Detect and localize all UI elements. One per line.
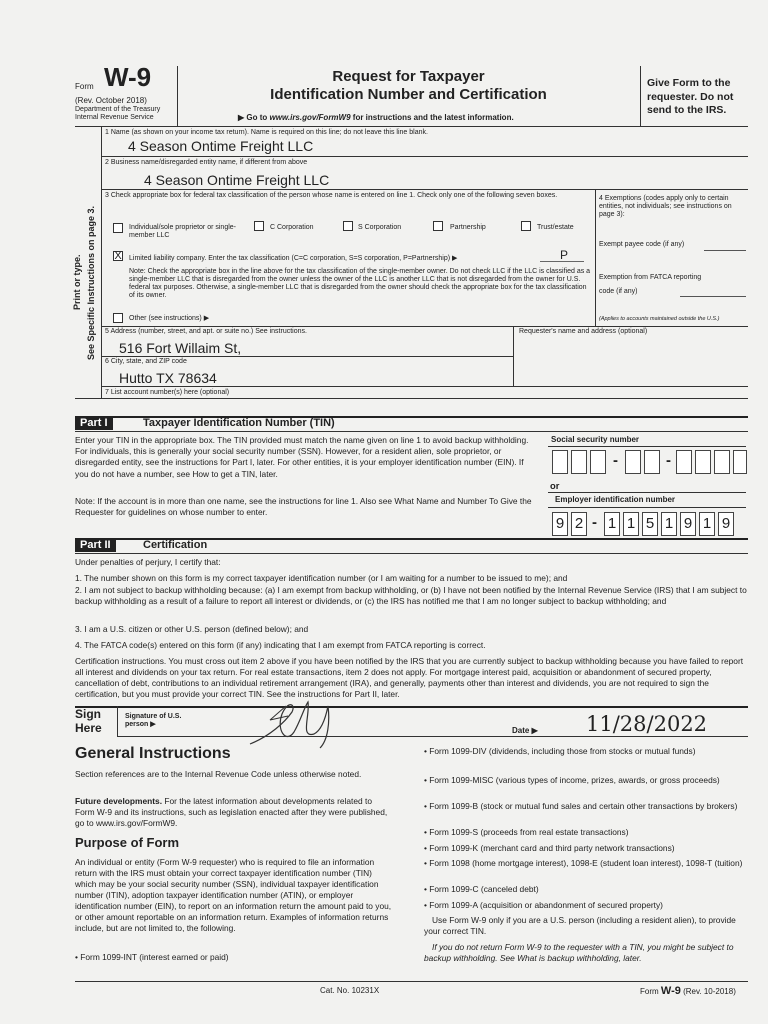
c-corp-checkbox[interactable] (254, 221, 264, 231)
irs-label: Internal Revenue Service (75, 114, 154, 121)
ssn-label: Social security number (551, 435, 640, 444)
s-corp-label: S Corporation (358, 224, 402, 231)
signature-label: Signature of U.S. person ▶ (125, 713, 182, 728)
exemptions-title: 4 Exemptions (codes apply only to certain entities, not individuals; see instructions on page 3): (599, 195, 732, 218)
ssn-digit-1[interactable] (552, 450, 568, 474)
cert-item-3: 3. I am a U.S. citizen or other U.S. person (defined below); and (75, 624, 309, 634)
footer-form-number: W-9 (660, 985, 681, 997)
ein-digit-3[interactable]: 1 (604, 512, 620, 536)
right-bullet-7: • Form 1099-C (canceled debt) (424, 884, 539, 894)
date-field[interactable]: 11/28/2022 (586, 712, 708, 736)
cert-intro: Under penalties of perjury, I certify that: (75, 557, 221, 567)
part2-title: Certification (143, 539, 208, 551)
partnership-label: Partnership (450, 224, 486, 231)
ein-label: Employer identification number (555, 495, 676, 504)
general-instructions-title: General Instructions (75, 745, 231, 762)
line3-label: 3 Check appropriate box for federal tax classification of the person whose name is entered on line 1. Check only one of the following seven boxes. (105, 192, 558, 199)
ein-digit-2[interactable]: 2 (571, 512, 587, 536)
cert-item-1: 1. The number shown on this form is my correct taxpayer identification number (or I am waiting for a number to be issued to me); and (75, 573, 568, 583)
ein-digit-8[interactable]: 1 (699, 512, 715, 536)
footer-form-ref (640, 985, 736, 997)
ssn-dash-2: - (666, 452, 671, 469)
cert-instructions: Certification instructions. You must cross out item 2 above if you have been notified by the IRS that you are currently subject to backup withholding because you have failed to report all interest and dividends on your tax return. For real estate transactions, item 2 does not apply. For mortgage interest paid, acquisition or abandonment of secured property, cancellation of debt, contributions to an individual retirement arrangement (IRA), and generally, payments other than interest and dividends, you are not required to sign the certification, but you must provide your correct TIN. See the instructions for Part II, later. (75, 656, 744, 699)
right-bullet-2: • Form 1099-MISC (various types of income, prizes, awards, or gross proceeds) (424, 775, 720, 785)
requester-label: Requester's name and address (optional) (519, 328, 648, 335)
line2-label: 2 Business name/disregarded entity name, if different from above (105, 159, 308, 166)
future-developments-text: For the latest information about developments related to Form W-9 and its instructions, such as legislation enacted after they were published, go to www.irs.gov/FormW9. (75, 796, 388, 828)
signature-field[interactable] (230, 686, 380, 756)
future-developments (75, 796, 391, 829)
footer-revision: (Rev. 10-2018) (683, 987, 736, 996)
ein-digit-1[interactable]: 9 (552, 512, 568, 536)
right-bullet-8: • Form 1099-A (acquisition or abandonment of secured property) (424, 900, 663, 910)
ssn-digit-5[interactable] (644, 450, 660, 474)
line2-business-name-field[interactable]: 4 Season Ontime Freight LLC (144, 172, 330, 188)
ssn-digit-4[interactable] (625, 450, 641, 474)
partnership-checkbox[interactable] (433, 221, 443, 231)
purpose-text: An individual or entity (Form W-9 requester) who is required to file an information return with the IRS must obtain your correct taxpayer identification number (TIN) which may be your social security number (SSN), individual taxpayer identification number (ITIN), adoption taxpayer identification number (ATIN), or employer identification number (EIN), to report on an information return the amount paid to you, or other amount reportable on an information return. Examples of information returns include, but are not limited to, the following. (75, 857, 392, 933)
individual-label: Individual/sole proprietor or single-member LLC (129, 224, 236, 239)
line1-label: 1 Name (as shown on your income tax return). Name is required on this line; do not leave this line blank. (105, 129, 428, 136)
future-developments-heading: Future developments. (75, 796, 163, 806)
or-label: or (550, 480, 560, 491)
line7-label: 7 List account number(s) here (optional) (105, 389, 230, 396)
ssn-digit-9[interactable] (733, 450, 747, 474)
trust-checkbox[interactable] (521, 221, 531, 231)
cert-item-2: 2. I am not subject to backup withholding because: (a) I am exempt from backup withholding, or (b) I have not been notified by the Internal Revenue Service (IRS) that I am subject to backup withholding as a result of a failure to report all interest or dividends, or (c) the IRS has notified me that I am no longer subject to backup withholding; and (75, 585, 747, 606)
ein-digit-5[interactable]: 5 (642, 512, 658, 536)
ein-digit-7[interactable]: 9 (680, 512, 696, 536)
sign-here-label: Sign Here (75, 707, 102, 735)
form-word: Form (75, 82, 94, 91)
ssn-digit-2[interactable] (571, 450, 587, 474)
ein-digit-6[interactable]: 1 (661, 512, 677, 536)
date-label: Date ▶ (512, 726, 538, 735)
line6-city-field[interactable]: Hutto TX 78634 (119, 370, 217, 386)
line5-address-field[interactable]: 516 Fort Willaim St, (119, 340, 242, 356)
line1-name-field[interactable]: 4 Season Ontime Freight LLC (128, 138, 314, 154)
line6-label: 6 City, state, and ZIP code (105, 358, 187, 365)
part1-text: Enter your TIN in the appropriate box. The TIN provided must match the name given on line 1 to avoid backup withholding. For individuals, this is generally your social security number (SSN). However, for a resident alien, sole proprietor, or disregarded entity, see the instructions for Part I, later. For other entities, it is your employer identification number (EIN). If you do not have a number, see How to get a TIN, later. (75, 435, 529, 479)
title-line2: Identification Number and Certification (270, 86, 547, 103)
other-checkbox[interactable] (113, 313, 123, 323)
footer-form-label: Form (640, 987, 659, 996)
general-intro: Section references are to the Internal Revenue Code unless otherwise noted. (75, 769, 362, 779)
part2-label: Part II (75, 539, 116, 552)
ssn-digit-6[interactable] (676, 450, 692, 474)
fatca-applies-note: (Applies to accounts maintained outside the U.S.) (599, 316, 720, 322)
print-or-type: Print or type. (72, 254, 82, 310)
c-corp-label: C Corporation (270, 224, 314, 231)
goto-suffix: for instructions and the latest information. (352, 113, 514, 122)
ssn-digit-3[interactable] (590, 450, 606, 474)
ein-dash: - (592, 514, 597, 531)
give-form-note: Give Form to the requester. Do not send to the IRS. (647, 77, 734, 116)
ssn-dash-1: - (613, 452, 618, 469)
other-label: Other (see instructions) ▶ (129, 315, 210, 322)
form-number: W-9 (104, 62, 152, 92)
ein-digit-9[interactable]: 9 (718, 512, 734, 536)
right-bullet-1: • Form 1099-DIV (dividends, including those from stocks or mutual funds) (424, 746, 696, 756)
llc-note: Note: Check the appropriate box in the line above for the tax classification of the single-member owner. Do not check LLC if the LLC is classified as a single-member LLC that is disregarded from the owner unless the owner of the LLC is another LLC that is not disregarded from the owner for U.S. federal tax purposes. Otherwise, a single-member LLC that is disregarded from the owner should check the appropriate box for the tax classification of its owner. (129, 268, 591, 299)
ein-digit-4[interactable]: 1 (623, 512, 639, 536)
cert-item-4: 4. The FATCA code(s) entered on this form (if any) indicating that I am exempt from FATCA reporting is correct. (75, 640, 486, 650)
fatca-label: Exemption from FATCA reporting code (if any) (599, 274, 702, 295)
part1-note: Note: If the account is in more than one name, see the instructions for line 1. Also see What Name and Number To Give the Requester for guidelines on whose number to enter. (75, 496, 532, 518)
individual-checkbox[interactable] (113, 223, 123, 233)
llc-classification-field[interactable]: P (560, 248, 569, 262)
backup-withholding-text: If you do not return Form W-9 to the requester with a TIN, you might be subject to backup withholding. See What is backup withholding, later. (424, 942, 734, 963)
cat-number: Cat. No. 10231X (320, 986, 380, 995)
right-bullet-3: • Form 1099-B (stock or mutual fund sales and certain other transactions by brokers) (424, 801, 738, 811)
goto-url: www.irs.gov/FormW9 (269, 113, 351, 122)
form-revision: (Rev. October 2018) (75, 96, 147, 105)
goto-line (238, 113, 514, 122)
trust-label: Trust/estate (537, 224, 574, 231)
see-specific-instructions: See Specific Instructions on page 3. (86, 205, 96, 360)
left-bullet-1099-int: • Form 1099-INT (interest earned or paid) (75, 952, 229, 962)
exempt-payee-label: Exempt payee code (if any) (599, 241, 685, 248)
goto-prefix: ▶ Go to (238, 113, 268, 122)
ssn-digit-8[interactable] (714, 450, 730, 474)
part1-title: Taxpayer Identification Number (TIN) (143, 417, 335, 429)
right-bullet-4: • Form 1099-S (proceeds from real estate transactions) (424, 827, 629, 837)
use-form-text: Use Form W-9 only if you are a U.S. person (including a resident alien), to provide your correct TIN. (424, 915, 736, 936)
right-bullet-5: • Form 1099-K (merchant card and third party network transactions) (424, 843, 675, 853)
title-line1: Request for Taxpayer (332, 68, 485, 85)
ssn-digit-7[interactable] (695, 450, 711, 474)
department: Department of the Treasury (75, 106, 161, 113)
line5-label: 5 Address (number, street, and apt. or suite no.) See instructions. (105, 328, 307, 335)
purpose-title: Purpose of Form (75, 835, 180, 850)
llc-checkbox[interactable]: X (114, 250, 122, 262)
right-bullet-6: • Form 1098 (home mortgage interest), 1098-E (student loan interest), 1098-T (tuition) (424, 858, 743, 868)
part1-label: Part I (75, 417, 113, 430)
llc-label: Limited liability company. Enter the tax classification (C=C corporation, S=S corporation, P=Partnership) ▶ (129, 255, 458, 262)
s-corp-checkbox[interactable] (343, 221, 353, 231)
